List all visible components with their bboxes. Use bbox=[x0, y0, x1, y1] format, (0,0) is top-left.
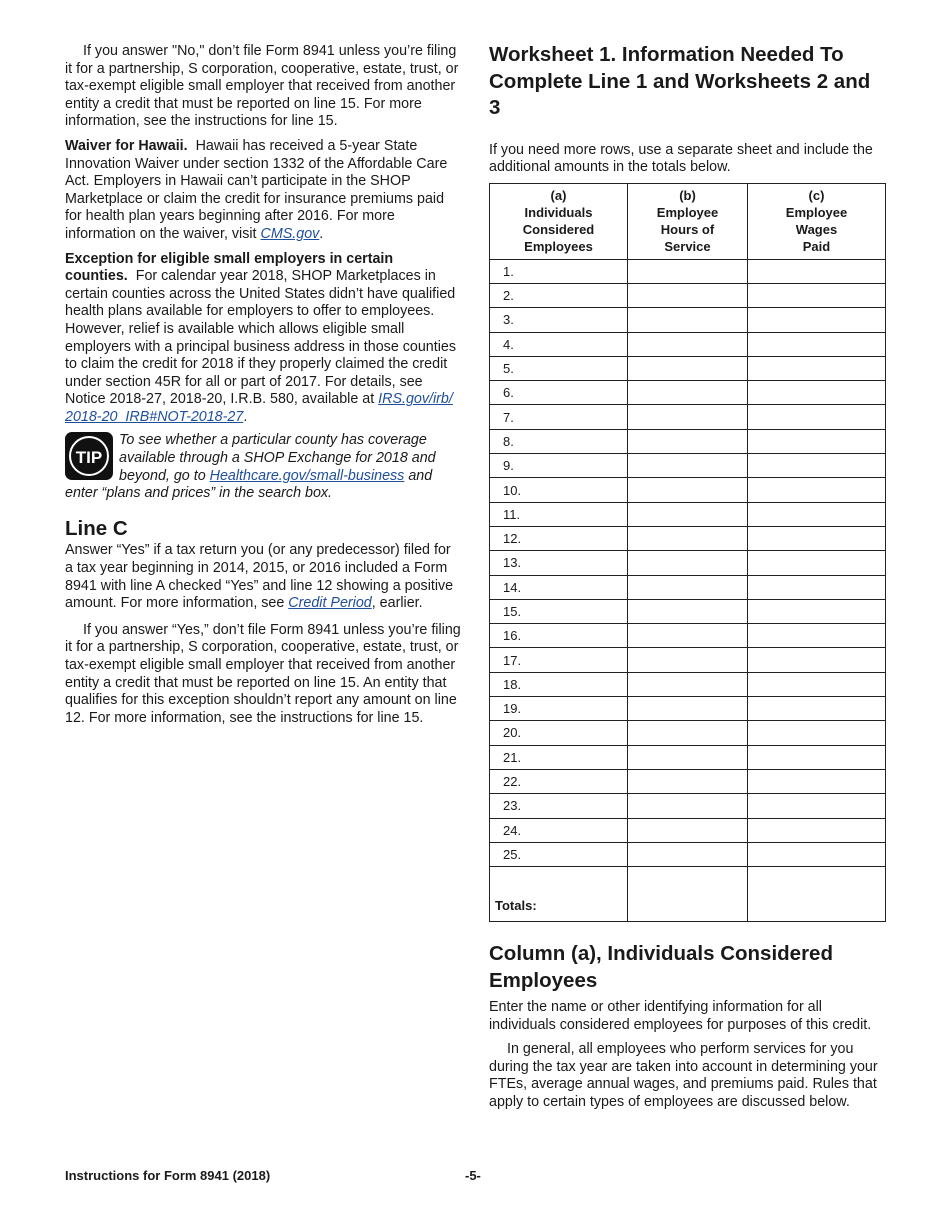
exception-body-text: For calendar year 2018, SHOP Marketplaces in certain counties across the United States didn’t have qualified health plans available for employers to offer to employees. However, relief is available which allows eligible small employers with a principal business address in those counties to claim the credit for 2018 if they properly claimed the credit under section 45R for all or part of 2017. For details, see Notice 2018-27, 2018-20, I.R.B. 580, available at bbox=[65, 268, 456, 408]
line-c-text-b: , earlier. bbox=[371, 595, 423, 612]
hours-cell[interactable] bbox=[628, 697, 748, 721]
line-c-paragraph-1 bbox=[65, 542, 462, 612]
hours-cell[interactable] bbox=[628, 745, 748, 769]
tip-text bbox=[65, 432, 462, 502]
column-b-line-2: Hours of bbox=[660, 222, 715, 238]
worksheet-row bbox=[490, 308, 886, 332]
tip-icon-label: TIP bbox=[69, 436, 109, 476]
wages-cell[interactable] bbox=[748, 478, 886, 502]
wages-cell[interactable] bbox=[748, 502, 886, 526]
wages-cell[interactable] bbox=[748, 308, 886, 332]
row-number-cell: 21. bbox=[490, 745, 628, 769]
wages-cell[interactable] bbox=[748, 624, 886, 648]
column-b-header bbox=[628, 183, 748, 259]
worksheet-row bbox=[490, 672, 886, 696]
row-number-cell: 8. bbox=[490, 429, 628, 453]
line-c-paragraph-2: If you answer “Yes,” don’t file Form 8941 unless you’re filing it for a partnership, S corporation, cooperative, estate, trust, or tax-exempt eligible small employer that received from another entity a credit that must be reported on line 15. An entity that qualifies for this exception shouldn’t report any amount on line 12. For more information, see the instructions for line 15. bbox=[65, 621, 461, 726]
column-a-line-3: Employees bbox=[524, 239, 593, 255]
wages-cell[interactable] bbox=[748, 332, 886, 356]
worksheet-row bbox=[490, 381, 886, 405]
line-c-heading: Line C bbox=[65, 516, 128, 540]
cms-gov-link[interactable]: CMS.gov bbox=[260, 225, 320, 242]
worksheet-row bbox=[490, 599, 886, 623]
tip-text-part-2: and enter “plans and prices” in the search box. bbox=[65, 467, 433, 502]
worksheet-row bbox=[490, 551, 886, 575]
hours-cell[interactable] bbox=[628, 818, 748, 842]
irs-irb-link-part-1[interactable]: IRS.gov/irb/ bbox=[378, 391, 453, 408]
hours-cell[interactable] bbox=[628, 356, 748, 380]
wages-cell[interactable] bbox=[748, 648, 886, 672]
worksheet-row bbox=[490, 721, 886, 745]
row-number-cell: 2. bbox=[490, 283, 628, 307]
row-number-cell: 17. bbox=[490, 648, 628, 672]
row-number-cell: 11. bbox=[490, 502, 628, 526]
wages-cell[interactable] bbox=[748, 599, 886, 623]
totals-row bbox=[490, 867, 886, 922]
hawaii-paragraph: Waiver for Hawaii. Hawaii has received a 5-year State Innovation Waiver under section 1332 of the Affordable Care Act. Employers in Hawaii can’t participate in the SHOP Marketplace or claim the credit for insurance premiums paid for health plan years beginning after 2016. For more information on the waiver, visit CMS.gov. bbox=[65, 137, 448, 242]
column-b-letter: (b) bbox=[679, 188, 696, 204]
hawaii-body-text: Hawaii has received a 5-year State Innovation Waiver under section 1332 of the Affordable Care Act. Employers in Hawaii can’t participate in the SHOP Marketplace or claim the credit for insurance premiums paid for health plan years beginning after 2016. For more information on the waiver, visit bbox=[65, 137, 448, 242]
column-a-line-2: Considered bbox=[522, 222, 595, 238]
column-a-header bbox=[490, 183, 628, 259]
worksheet-row bbox=[490, 648, 886, 672]
hours-cell[interactable] bbox=[628, 648, 748, 672]
row-number-cell: 10. bbox=[490, 478, 628, 502]
totals-label: Totals: bbox=[490, 867, 628, 922]
row-number-cell: 20. bbox=[490, 721, 628, 745]
wages-cell[interactable] bbox=[748, 356, 886, 380]
row-number-cell: 3. bbox=[490, 308, 628, 332]
hours-cell[interactable] bbox=[628, 308, 748, 332]
worksheet-body bbox=[490, 259, 886, 921]
row-number-cell: 4. bbox=[490, 332, 628, 356]
worksheet-row bbox=[490, 429, 886, 453]
worksheet-row bbox=[490, 356, 886, 380]
worksheet-row bbox=[490, 769, 886, 793]
worksheet-table bbox=[489, 183, 886, 922]
footer-form-title: Instructions for Form 8941 (2018) bbox=[65, 1168, 271, 1183]
column-a-letter: (a) bbox=[550, 188, 567, 204]
column-c-line-1: Employee bbox=[785, 205, 848, 221]
worksheet-title: Worksheet 1. Information Needed To Complete Line 1 and Worksheets 2 and 3 bbox=[489, 43, 871, 119]
column-a-line-1: Individuals bbox=[524, 205, 593, 221]
tip-box bbox=[65, 432, 462, 502]
hours-cell[interactable] bbox=[628, 672, 748, 696]
row-number-cell: 15. bbox=[490, 599, 628, 623]
wages-cell[interactable] bbox=[748, 745, 886, 769]
wages-cell[interactable] bbox=[748, 259, 886, 283]
worksheet-row bbox=[490, 818, 886, 842]
intro-paragraph: If you answer "No," don’t file Form 8941 unless you’re filing it for a partnership, S corporation, cooperative, estate, trust, or tax-exempt eligible small employer that received from another entity a credit that must be reported on line 15. For more information, see the instructions for line 15. bbox=[65, 43, 459, 130]
wages-cell[interactable] bbox=[748, 697, 886, 721]
right-column bbox=[489, 0, 885, 1112]
worksheet-row bbox=[490, 745, 886, 769]
wages-cell[interactable] bbox=[748, 429, 886, 453]
column-a-paragraph-2: In general, all employees who perform services for you during the tax year are taken into account in determining your FTEs, average annual wages, and premiums paid. Rules that apply to certain types of employees are discussed below. bbox=[489, 1041, 878, 1111]
hours-cell[interactable] bbox=[628, 332, 748, 356]
wages-cell[interactable] bbox=[748, 794, 886, 818]
column-c-letter: (c) bbox=[808, 188, 825, 204]
left-column bbox=[65, 0, 462, 727]
wages-cell[interactable] bbox=[748, 575, 886, 599]
worksheet-row bbox=[490, 794, 886, 818]
hours-cell[interactable] bbox=[628, 769, 748, 793]
hours-cell[interactable] bbox=[628, 599, 748, 623]
hours-cell[interactable] bbox=[628, 721, 748, 745]
wages-cell[interactable] bbox=[748, 283, 886, 307]
hours-cell[interactable] bbox=[628, 478, 748, 502]
worksheet-intro: If you need more rows, use a separate sheet and include the additional amounts in the totals below. bbox=[489, 141, 873, 176]
hours-cell[interactable] bbox=[628, 283, 748, 307]
column-a-section-heading: Column (a), Individuals Considered Employees bbox=[489, 942, 833, 992]
hours-cell[interactable] bbox=[628, 454, 748, 478]
wages-cell[interactable] bbox=[748, 818, 886, 842]
worksheet-row bbox=[490, 478, 886, 502]
worksheet-row bbox=[490, 259, 886, 283]
worksheet-row bbox=[490, 842, 886, 866]
hours-cell[interactable] bbox=[628, 575, 748, 599]
column-c-header bbox=[748, 183, 886, 259]
row-number-cell: 16. bbox=[490, 624, 628, 648]
worksheet-row bbox=[490, 624, 886, 648]
row-number-cell: 7. bbox=[490, 405, 628, 429]
worksheet-row bbox=[490, 575, 886, 599]
hours-cell[interactable] bbox=[628, 842, 748, 866]
row-number-cell: 9. bbox=[490, 454, 628, 478]
tip-text-part-1: To see whether a particular county has coverage available through a SHOP Exchange for 2018 and beyond, go to bbox=[119, 432, 436, 484]
worksheet-row bbox=[490, 332, 886, 356]
healthcare-gov-link[interactable]: Healthcare.gov/small-business bbox=[209, 467, 405, 484]
wages-cell[interactable] bbox=[748, 526, 886, 550]
line-c-text-a: Answer “Yes” if a tax return you (or any predecessor) filed for a tax year beginning in 2014, 2015, or 2016 included a Form 8941 with line A checked “Yes” and line 12 showing a positive amount. For more information, see bbox=[65, 542, 454, 612]
exception-paragraph: Exception for eligible small employers in certain counties. For calendar year 2018, SHOP Marketplaces in certain counties across the United States didn’t have qualified health plans available for employers to offer to employees. However, relief is available which allows eligible small employers with a principal business address in those counties to claim the credit for 2018 if they properly claimed the credit under section 45R for all or part of 2017. For details, see Notice 2018-27, 2018-20, I.R.B. 580, available at IRS.gov/irb/ 2018-20_IRB#NOT-2018-27. bbox=[65, 250, 456, 425]
irs-irb-link-part-2[interactable]: 2018-20_IRB#NOT-2018-27 bbox=[65, 408, 244, 425]
footer-page-number: -5- bbox=[465, 1168, 481, 1183]
row-number-cell: 13. bbox=[490, 551, 628, 575]
hours-cell[interactable] bbox=[628, 526, 748, 550]
row-number-cell: 24. bbox=[490, 818, 628, 842]
wages-cell[interactable] bbox=[748, 381, 886, 405]
worksheet-row bbox=[490, 283, 886, 307]
hours-cell[interactable] bbox=[628, 259, 748, 283]
hours-cell[interactable] bbox=[628, 794, 748, 818]
wages-cell[interactable] bbox=[748, 769, 886, 793]
worksheet-row bbox=[490, 697, 886, 721]
worksheet-row bbox=[490, 502, 886, 526]
wages-cell[interactable] bbox=[748, 672, 886, 696]
wages-cell[interactable] bbox=[748, 551, 886, 575]
tip-icon bbox=[65, 432, 113, 480]
row-number-cell: 5. bbox=[490, 356, 628, 380]
row-number-cell: 23. bbox=[490, 794, 628, 818]
hours-cell[interactable] bbox=[628, 429, 748, 453]
wages-cell[interactable] bbox=[748, 454, 886, 478]
worksheet-row bbox=[490, 526, 886, 550]
hawaii-run-in-heading: Waiver for Hawaii. bbox=[65, 137, 188, 154]
row-number-cell: 1. bbox=[490, 259, 628, 283]
hours-cell[interactable] bbox=[628, 381, 748, 405]
worksheet-row bbox=[490, 405, 886, 429]
row-number-cell: 18. bbox=[490, 672, 628, 696]
row-number-cell: 6. bbox=[490, 381, 628, 405]
exception-run-in-heading: Exception for eligible small employers in certain counties. bbox=[65, 250, 394, 285]
wages-cell[interactable] bbox=[748, 721, 886, 745]
hours-cell[interactable] bbox=[628, 405, 748, 429]
row-number-cell: 14. bbox=[490, 575, 628, 599]
column-b-line-3: Service bbox=[664, 239, 711, 255]
worksheet-row bbox=[490, 454, 886, 478]
hours-cell[interactable] bbox=[628, 502, 748, 526]
wages-total-cell[interactable] bbox=[748, 867, 886, 922]
column-c-line-2: Wages bbox=[795, 222, 838, 238]
hours-cell[interactable] bbox=[628, 551, 748, 575]
column-a-paragraph-1: Enter the name or other identifying information for all individuals considered employees for purposes of this credit. bbox=[489, 999, 872, 1033]
row-number-cell: 22. bbox=[490, 769, 628, 793]
wages-cell[interactable] bbox=[748, 405, 886, 429]
credit-period-link[interactable]: Credit Period bbox=[288, 595, 372, 612]
column-c-line-3: Paid bbox=[802, 239, 831, 255]
row-number-cell: 25. bbox=[490, 842, 628, 866]
hours-total-cell[interactable] bbox=[628, 867, 748, 922]
row-number-cell: 12. bbox=[490, 526, 628, 550]
column-b-line-1: Employee bbox=[656, 205, 719, 221]
worksheet-header-row bbox=[490, 183, 886, 259]
hours-cell[interactable] bbox=[628, 624, 748, 648]
page-footer bbox=[65, 1168, 885, 1186]
wages-cell[interactable] bbox=[748, 842, 886, 866]
row-number-cell: 19. bbox=[490, 697, 628, 721]
